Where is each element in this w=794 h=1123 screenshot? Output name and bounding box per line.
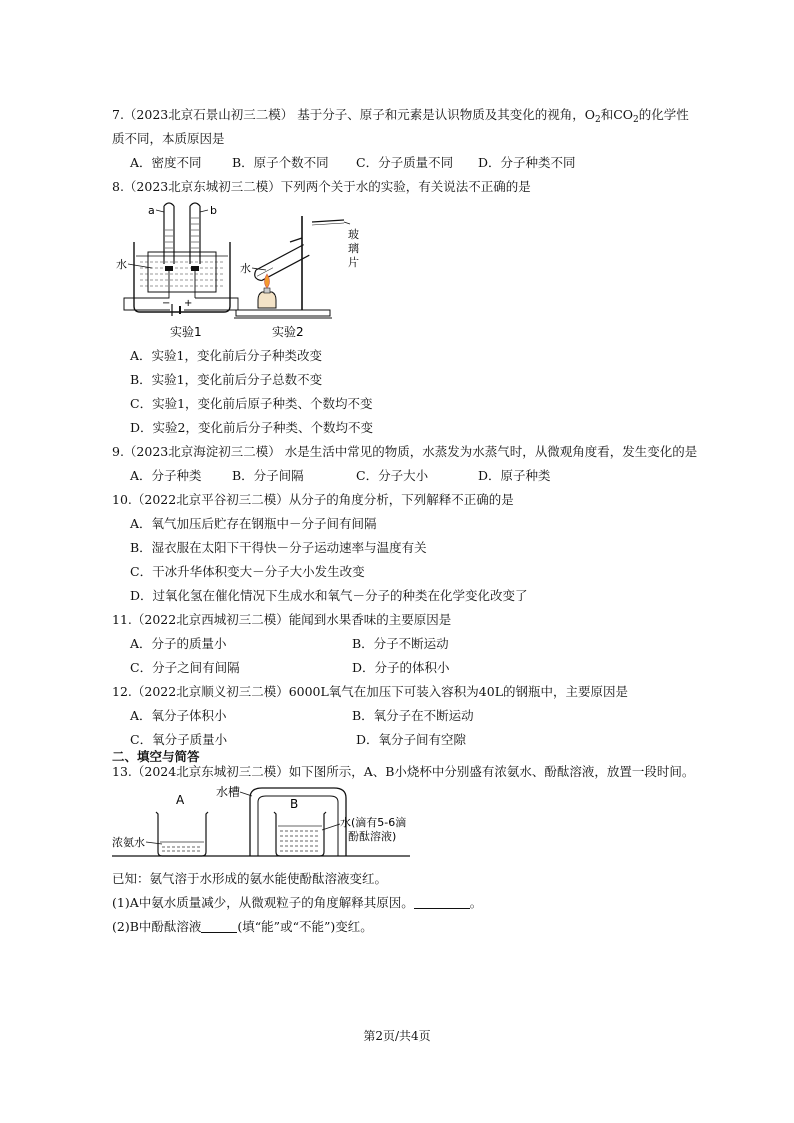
label-a: a bbox=[148, 204, 155, 217]
label-phenol-line2: 酚酞溶液) bbox=[348, 830, 397, 843]
q7-subscript-1: 2 bbox=[594, 115, 601, 125]
q13-sub1-end: 。 bbox=[469, 895, 483, 910]
label-beaker-b: B bbox=[290, 797, 299, 811]
q12-option-b: B．氧分子在不断运动 bbox=[352, 708, 474, 723]
q7-option-a: A．密度不同 bbox=[130, 155, 202, 170]
page-footer: 第2页/共4页 bbox=[363, 1029, 431, 1043]
q9-option-b: B．分子间隔 bbox=[232, 468, 304, 483]
section-heading-2: 二、填空与简答 bbox=[112, 749, 200, 764]
caption-experiment1: 实验1 bbox=[170, 325, 202, 339]
label-b: b bbox=[210, 204, 217, 217]
q13-sub2-pre: (2)B中酚酞溶液 bbox=[112, 919, 202, 934]
battery-plus: + bbox=[184, 298, 193, 309]
q10-stem: 10.（2022北京平谷初三二模）从分子的角度分析，下列解释不正确的是 bbox=[112, 492, 514, 507]
q11-option-b: B．分子不断运动 bbox=[352, 636, 449, 651]
q9-option-d: D．原子种类 bbox=[478, 468, 551, 483]
experiment1-figure bbox=[112, 198, 242, 340]
q7-stem bbox=[112, 106, 689, 129]
q7-stem-suffix: 的化学性 bbox=[638, 107, 689, 122]
label-glass-2: 璃 bbox=[348, 242, 359, 255]
q13-sub2 bbox=[112, 918, 373, 936]
q13-sub2-answer-blank[interactable] bbox=[201, 919, 237, 933]
q11-option-c: C．分子之间有间隔 bbox=[130, 660, 240, 675]
q12-option-c: C．氧分子质量小 bbox=[130, 732, 228, 747]
q8-option-c: C．实验1，变化前后原子种类、个数均不变 bbox=[130, 396, 373, 411]
q8-option-a: A．实验1，变化前后分子种类改变 bbox=[130, 348, 322, 363]
q7-option-d: D．分子种类不同 bbox=[478, 155, 576, 170]
q7-stem-mid: 和CO bbox=[600, 107, 634, 122]
q13-stem: 13.（2024北京东城初三二模）如下图所示，A、B小烧杯中分别盛有浓氨水、酚酞溶液，放置一段时间。 bbox=[112, 764, 695, 779]
q13-sub2-post: (填“能”或“不能”)变红。 bbox=[237, 919, 373, 934]
q9-stem: 9.（2023北京海淀初三二模） 水是生活中常见的物质，水蒸发为水蒸气时，从微观角度看，发生变化的是 bbox=[112, 444, 698, 459]
battery-minus: − bbox=[162, 298, 171, 309]
label-water-2: 水 bbox=[240, 262, 251, 275]
q7-stem-prefix: 7.（2023北京石景山初三二模） 基于分子、原子和元素是认识物质及其变化的视角，O bbox=[112, 107, 595, 122]
experiment2-figure bbox=[232, 208, 372, 340]
q12-option-d: D．氧分子间有空隙 bbox=[356, 732, 467, 747]
q13-sub1-text: (1)A中氨水质量减少，从微观粒子的角度解释其原因。 bbox=[112, 895, 414, 910]
q11-stem: 11.（2022北京西城初三二模）能闻到水果香味的主要原因是 bbox=[112, 612, 452, 627]
caption-experiment2: 实验2 bbox=[272, 325, 304, 339]
label-phenol-line1: 水(滴有5-6滴 bbox=[340, 816, 407, 829]
q13-known: 已知：氨气溶于水形成的氨水能使酚酞溶液变红。 bbox=[112, 871, 388, 886]
q10-option-a: A．氧气加压后贮存在钢瓶中－分子间有间隔 bbox=[130, 516, 377, 531]
label-glass-3: 片 bbox=[348, 256, 359, 269]
label-tank: 水槽 bbox=[216, 785, 241, 799]
q10-option-c: C．干冰升华体积变大－分子大小发生改变 bbox=[130, 564, 365, 579]
q7-stem-line2: 质不同，本质原因是 bbox=[112, 131, 225, 146]
label-ammonia: 浓氨水 bbox=[112, 836, 145, 849]
q7-subscript-2: 2 bbox=[633, 115, 639, 125]
q7-option-b: B．原子个数不同 bbox=[232, 155, 329, 170]
q13-sub1 bbox=[112, 894, 482, 912]
q13-figure bbox=[112, 784, 412, 866]
q10-option-d: D．过氧化氢在催化情况下生成水和氧气－分子的种类在化学变化改变了 bbox=[130, 588, 528, 603]
q12-option-a: A．氧分子体积小 bbox=[130, 708, 227, 723]
label-beaker-a: A bbox=[176, 793, 185, 807]
q12-stem: 12.（2022北京顺义初三二模）6000L氧气在加压下可装入容积为40L的钢瓶中，主要原因是 bbox=[112, 684, 629, 699]
q9-option-a: A．分子种类 bbox=[130, 468, 202, 483]
q9-option-c: C．分子大小 bbox=[356, 468, 429, 483]
q10-option-b: B．湿衣服在太阳下干得快－分子运动速率与温度有关 bbox=[130, 540, 427, 555]
label-water-1: 水 bbox=[116, 258, 127, 271]
q8-option-b: B．实验1，变化前后分子总数不变 bbox=[130, 372, 323, 387]
q8-stem: 8.（2023北京东城初三二模）下列两个关于水的实验，有关说法不正确的是 bbox=[112, 179, 531, 194]
label-glass-1: 玻 bbox=[348, 228, 359, 241]
q11-option-a: A．分子的质量小 bbox=[130, 636, 227, 651]
q11-option-d: D．分子的体积小 bbox=[352, 660, 450, 675]
q7-option-c: C．分子质量不同 bbox=[356, 155, 454, 170]
q8-option-d: D．实验2，变化前后分子种类、个数均不变 bbox=[130, 420, 373, 435]
q13-sub1-answer-blank[interactable] bbox=[414, 895, 470, 909]
